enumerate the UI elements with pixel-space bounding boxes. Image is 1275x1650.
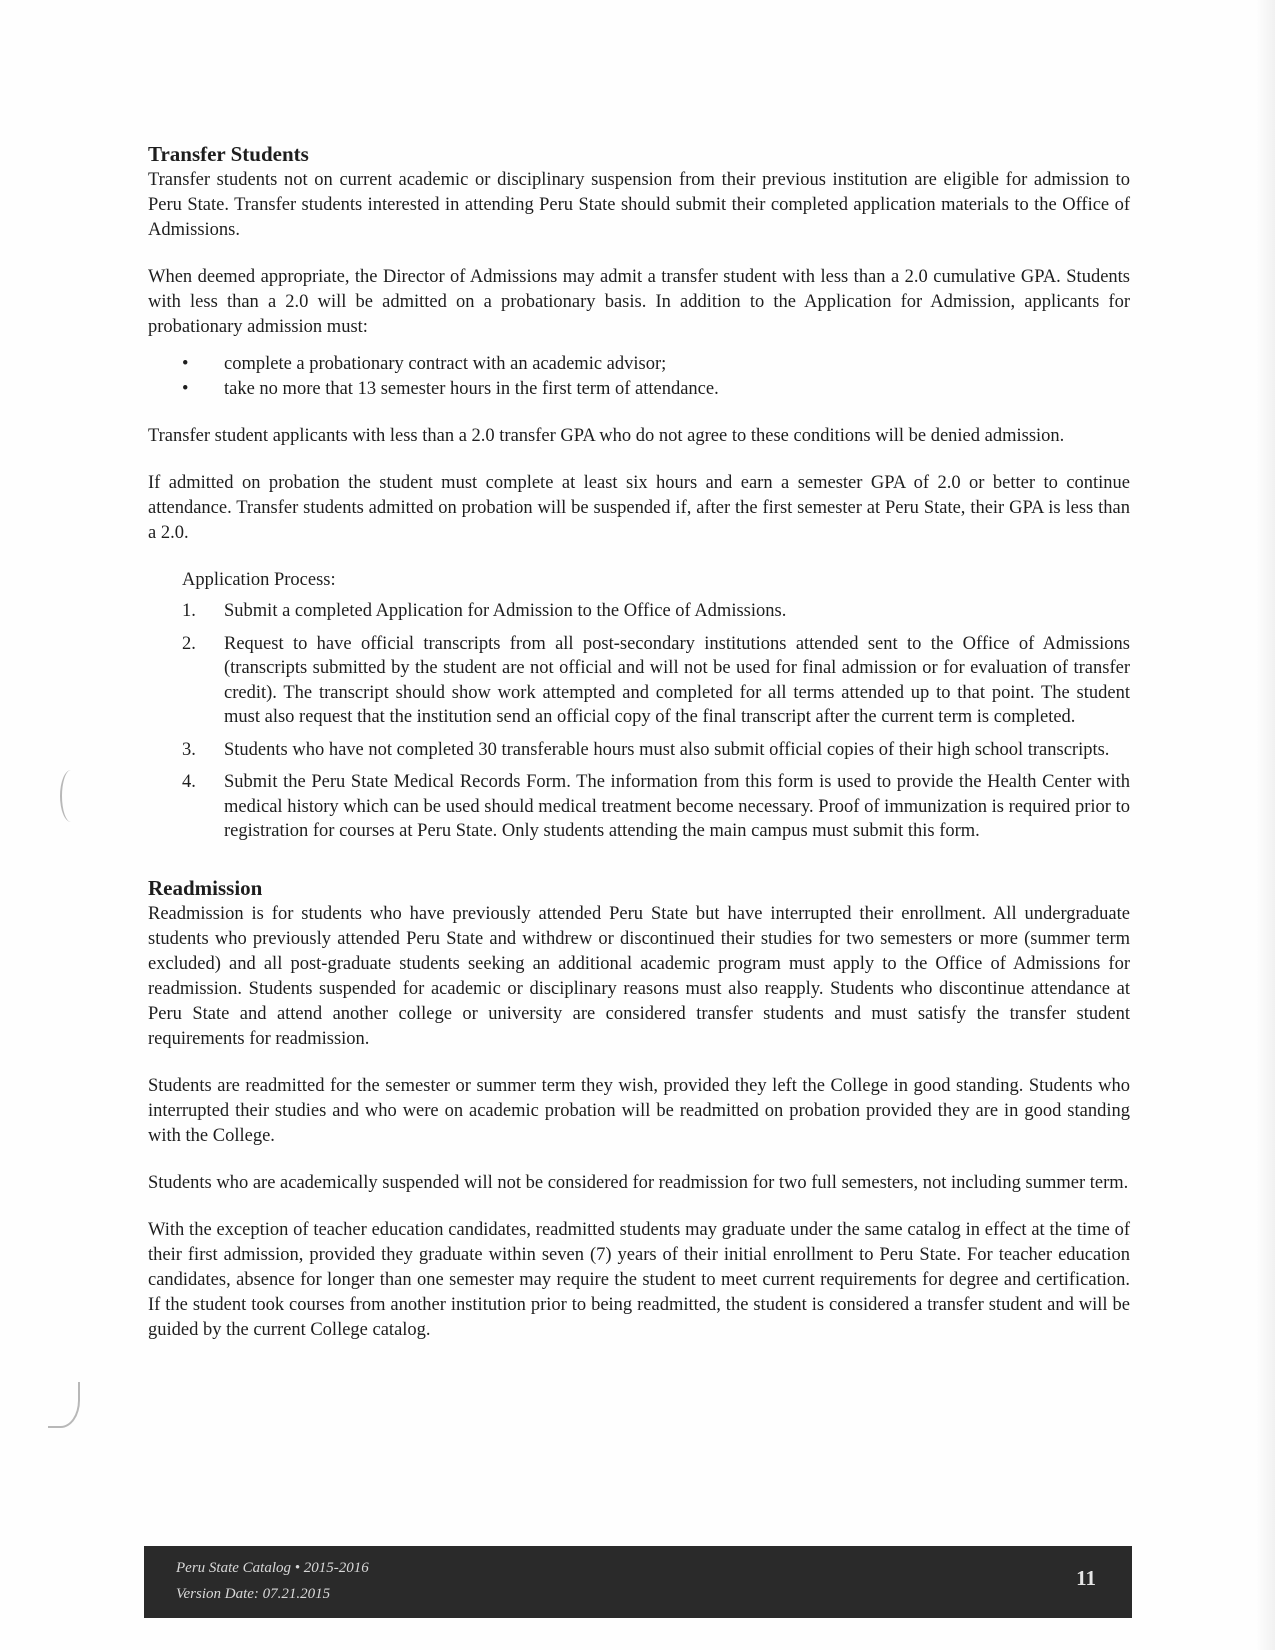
- list-item: [148, 770, 1130, 844]
- bullet-icon: •: [182, 354, 189, 374]
- probationary-admission-paragraph: When deemed appropriate, the Director of Admissions may admit a transfer student with less than a 2.0 cumulative GPA. Students with less than a 2.0 will be admitted on a probationary basis. In addition to the Application for Admission, applicants for probationary admission must:: [148, 267, 1130, 337]
- footer-catalog-title: Peru State Catalog • 2015-2016: [176, 1560, 369, 1576]
- list-item: [148, 738, 1130, 763]
- page-footer: [144, 1546, 1132, 1618]
- list-item: [148, 377, 1130, 402]
- readmission-section: [148, 874, 1130, 1343]
- main-content: [148, 140, 1130, 1365]
- step-text: Submit the Peru State Medical Records Form. The information from this form is used to provide the Health Center with medical history which can be used should medical treatment become necessary. Proof of immunization is required prior to registration for courses at Peru State. Only students attending the main campus must submit this form.: [224, 772, 1130, 841]
- transfer-students-heading: Transfer Students: [148, 142, 309, 166]
- readmission-heading: Readmission: [148, 875, 263, 900]
- transfer-students-section: [148, 140, 1130, 844]
- readmission-catalog-paragraph: With the exception of teacher education candidates, readmitted students may graduate under the same catalog in effect at the time of their first admission, provided they graduate within seven (7) years of their initial enrollment to Peru State. For teacher education candidates, absence for longer than one semester may require the student to meet current requirements for degree and certification. If the student took courses from another institution prior to being readmitted, the student is considered a transfer student and will be guided by the current College catalog.: [148, 1219, 1130, 1340]
- probation-requirements-list: [148, 352, 1130, 402]
- denied-admission-paragraph: Transfer student applicants with less than a 2.0 transfer GPA who do not agree to these conditions will be denied admission.: [148, 426, 1065, 446]
- scan-margin-mark-upper: [60, 770, 82, 822]
- readmission-standing-paragraph: Students are readmitted for the semester or summer term they wish, provided they left the College in good standing. Students who interrupted their studies and who were on academic probation will be readmitted on probation provided they are in good standing with the College.: [148, 1075, 1130, 1146]
- step-number: 3.: [182, 739, 196, 760]
- footer-version-date: Version Date: 07.21.2015: [176, 1586, 331, 1602]
- list-item: [148, 632, 1130, 730]
- scan-margin-mark-lower: [48, 1382, 80, 1428]
- readmission-definition-paragraph: Readmission is for students who have previously attended Peru State but have interrupted their enrollment. All undergraduate students who previously attended Peru State and withdrew or discontinued their studies for two semesters or more (summer term excluded) and all post-graduate students seeking an additional academic program must apply to the Office of Admissions for readmission. Students suspended for academic or disciplinary reasons must also reapply. Students who discontinue attendance at Peru State and attend another college or university are considered transfer students and must satisfy the transfer student requirements for readmission.: [148, 903, 1130, 1049]
- list-item: [148, 352, 1130, 377]
- transfer-eligibility-paragraph: Transfer students not on current academic or disciplinary suspension from their previous institution are eligible for admission to Peru State. Transfer students interested in attending Peru State should submit their completed application materials to the Office of Admissions.: [148, 170, 1130, 240]
- bullet-icon: •: [182, 379, 189, 399]
- step-text: Students who have not completed 30 transferable hours must also submit official copies of their high school transcripts.: [224, 739, 1110, 760]
- readmission-suspension-paragraph: Students who are academically suspended will not be considered for readmission for two full semesters, not including summer term.: [148, 1172, 1129, 1193]
- application-process-label: Application Process:: [182, 570, 336, 590]
- step-number: 4.: [182, 772, 196, 792]
- step-number: 1.: [182, 601, 196, 621]
- scan-page-edge: [1255, 0, 1275, 1650]
- step-number: 2.: [182, 633, 196, 654]
- step-text: Request to have official transcripts from all post-secondary institutions attended sent to the Office of Admissions (transcripts submitted by the student are not official and will not be used for final admission or for evaluation of transfer credit). The transcript should show work attempted and completed for all terms attended up to that point. The student must also request that the institution send an official copy of the final transcript after the current term is completed.: [224, 633, 1130, 727]
- application-process-steps: [148, 599, 1130, 844]
- list-item: [148, 599, 1130, 624]
- step-text: Submit a completed Application for Admission to the Office of Admissions.: [224, 601, 787, 621]
- list-item-text: take no more that 13 semester hours in the first term of attendance.: [224, 379, 719, 399]
- page-number: 11: [1076, 1566, 1096, 1590]
- probation-continuation-paragraph: If admitted on probation the student must complete at least six hours and earn a semester GPA of 2.0 or better to continue attendance. Transfer students admitted on probation will be suspended if, after the first semester at Peru State, their GPA is less than a 2.0.: [148, 473, 1130, 543]
- list-item-text: complete a probationary contract with an academic advisor;: [224, 354, 667, 374]
